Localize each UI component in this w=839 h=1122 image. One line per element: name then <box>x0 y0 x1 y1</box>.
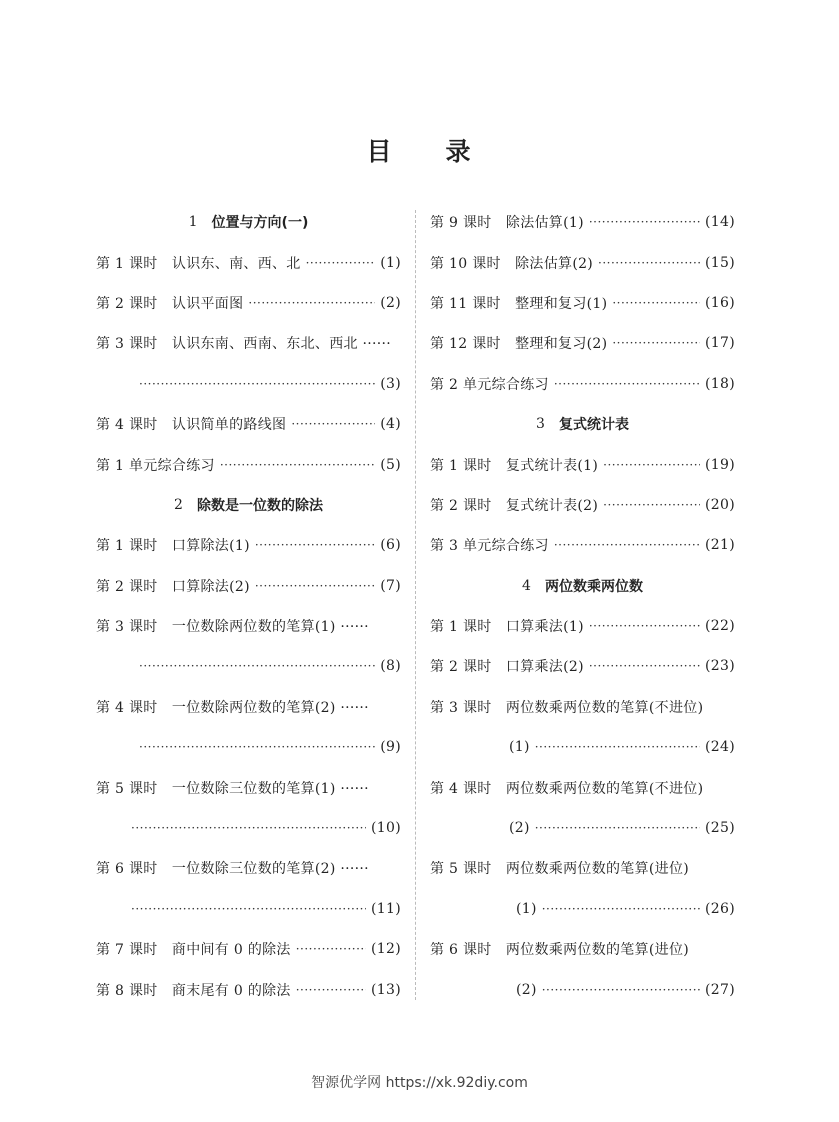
toc-entry-title: 第 6 课时 两位数乘两位数的笔算(进位) <box>430 942 690 959</box>
toc-entry[interactable] <box>430 929 735 969</box>
dot-leader <box>296 942 366 956</box>
dot-leader <box>612 336 700 350</box>
toc-entry[interactable] <box>96 687 401 727</box>
section-number: 1 <box>188 214 198 231</box>
toc-entry-title: 第 1 课时 认识东、南、西、北 <box>96 255 301 272</box>
section-title: 位置与方向(一) <box>211 215 309 232</box>
toc-page-number: (22) <box>705 618 735 635</box>
toc-entry[interactable] <box>430 323 735 363</box>
toc-page-number: (15) <box>705 254 735 271</box>
dot-leader <box>139 659 375 673</box>
toc-page-number: (3) <box>380 375 401 392</box>
dot-leader <box>131 902 366 916</box>
toc-entry-continuation[interactable] <box>96 808 401 848</box>
column-divider <box>415 210 416 1000</box>
toc-entry-part: (2) <box>509 820 530 837</box>
dot-leader <box>535 821 700 835</box>
section-title: 除数是一位数的除法 <box>196 497 323 514</box>
dot-leader <box>598 256 700 270</box>
section-number: 2 <box>174 496 183 513</box>
toc-entry[interactable] <box>96 848 401 888</box>
section-heading <box>430 566 735 606</box>
toc-entry-continuation[interactable] <box>96 364 401 404</box>
toc-page-number: (23) <box>705 658 735 675</box>
toc-page-number: (17) <box>705 335 735 352</box>
toc-entry[interactable] <box>430 687 735 727</box>
toc-entry-title: 第 4 课时 一位数除两位数的笔算(2) ······ <box>96 699 369 716</box>
toc-entry[interactable] <box>430 767 735 807</box>
toc-page-number: (7) <box>380 577 401 594</box>
toc-page-number: (20) <box>705 496 735 513</box>
dot-leader <box>220 458 375 472</box>
toc-page-number: (18) <box>705 375 735 392</box>
toc-entry[interactable] <box>430 444 735 484</box>
toc-left-column <box>96 202 401 1010</box>
toc-entry-continuation[interactable] <box>430 969 735 1009</box>
toc-entry-continuation[interactable] <box>96 646 401 686</box>
toc-entry[interactable] <box>430 283 735 323</box>
toc-entry[interactable] <box>96 444 401 484</box>
toc-entry-title: 第 1 课时 口算乘法(1) <box>430 619 584 636</box>
toc-page-number: (27) <box>705 981 735 998</box>
toc-entry-title: 第 1 课时 复式统计表(1) <box>430 457 599 474</box>
toc-page-number: (24) <box>705 739 735 756</box>
toc-page-number: (13) <box>371 981 401 998</box>
toc-entry-title: 第 7 课时 商中间有 0 的除法 <box>96 942 291 959</box>
toc-entry[interactable] <box>96 404 401 444</box>
toc-entry[interactable] <box>430 848 735 888</box>
toc-entry-title: 第 4 课时 两位数乘两位数的笔算(不进位) <box>430 780 704 797</box>
toc-page-number: (21) <box>705 537 735 554</box>
dot-leader <box>589 215 700 229</box>
toc-entry-continuation[interactable] <box>96 727 401 767</box>
toc-entry-continuation[interactable] <box>430 727 735 767</box>
section-heading <box>96 202 401 242</box>
toc-entry[interactable] <box>96 525 401 565</box>
toc-entry-title: 第 2 课时 认识平面图 <box>96 295 244 312</box>
section-title: 复式统计表 <box>558 417 629 434</box>
toc-entry-title: 第 9 课时 除法估算(1) <box>430 215 584 232</box>
toc-page-number: (5) <box>380 456 401 473</box>
toc-entry-title: 第 4 课时 认识简单的路线图 <box>96 417 287 434</box>
toc-entry[interactable] <box>430 242 735 282</box>
toc-entry-title: 第 11 课时 整理和复习(1) <box>430 295 608 312</box>
toc-page-number: (10) <box>371 820 401 837</box>
toc-entry-title: 第 6 课时 一位数除三位数的笔算(2) ······ <box>96 861 369 878</box>
dot-leader <box>612 296 700 310</box>
dot-leader <box>131 821 366 835</box>
toc-entry-title: 第 3 单元综合练习 <box>430 538 549 555</box>
toc-page-number: (14) <box>705 214 735 231</box>
toc-entry[interactable] <box>430 646 735 686</box>
toc-entry[interactable] <box>430 364 735 404</box>
dot-leader <box>139 377 375 391</box>
toc-entry-title: 第 8 课时 商末尾有 0 的除法 <box>96 982 291 999</box>
toc-entry[interactable] <box>430 525 735 565</box>
toc-entry-title: 第 5 课时 两位数乘两位数的笔算(进位) <box>430 861 690 878</box>
dot-leader <box>255 579 375 593</box>
dot-leader <box>296 983 366 997</box>
toc-page-number: (11) <box>371 900 401 917</box>
title-char-2: 录 <box>445 137 473 166</box>
toc-entry-part: (1) <box>509 739 530 756</box>
section-heading <box>430 404 735 444</box>
toc-entry-title: 第 3 课时 一位数除两位数的笔算(1) ······ <box>96 619 369 636</box>
toc-entry[interactable] <box>430 202 735 242</box>
toc-entry[interactable] <box>96 929 401 969</box>
toc-page-number: (4) <box>380 416 401 433</box>
dot-leader <box>542 983 700 997</box>
page-title <box>0 132 839 168</box>
section-title: 两位数乘两位数 <box>544 578 643 595</box>
section-heading <box>96 485 401 525</box>
toc-entry[interactable] <box>430 606 735 646</box>
toc-page-number: (2) <box>380 294 401 311</box>
toc-entry[interactable] <box>96 566 401 606</box>
dot-leader <box>589 659 700 673</box>
toc-entry[interactable] <box>96 242 401 282</box>
toc-page-number: (26) <box>705 900 735 917</box>
section-number: 4 <box>522 577 531 594</box>
dot-leader <box>535 740 700 754</box>
toc-entry[interactable] <box>96 606 401 646</box>
toc-entry-title: 第 10 课时 除法估算(2) <box>430 255 594 272</box>
toc-page-number: (25) <box>705 820 735 837</box>
toc-page-number: (16) <box>705 294 735 311</box>
dot-leader <box>542 902 700 916</box>
section-number: 3 <box>536 416 545 433</box>
toc-entry-title: 第 3 课时 认识东南、西南、东北、西北 ······ <box>96 336 392 353</box>
dot-leader <box>589 619 700 633</box>
toc-entry[interactable] <box>96 767 401 807</box>
toc-entry-title: 第 12 课时 整理和复习(2) <box>430 336 608 353</box>
dot-leader <box>291 417 375 431</box>
toc-page-number: (8) <box>380 658 401 675</box>
toc-entry[interactable] <box>96 283 401 323</box>
toc-entry-title: 第 1 课时 口算除法(1) <box>96 538 250 555</box>
toc-right-column <box>430 202 735 1010</box>
toc-page-number: (19) <box>705 456 735 473</box>
toc-entry-title: 第 2 单元综合练习 <box>430 376 549 393</box>
toc-entry-title: 第 2 课时 口算乘法(2) <box>430 659 584 676</box>
dot-leader <box>603 458 700 472</box>
toc-page-number: (9) <box>380 739 401 756</box>
toc-entry-title: 第 5 课时 一位数除三位数的笔算(1) ······ <box>96 780 369 797</box>
toc-entry-title: 第 3 课时 两位数乘两位数的笔算(不进位) <box>430 699 704 716</box>
toc-entry-title: 第 2 课时 口算除法(2) <box>96 578 250 595</box>
toc-entry[interactable] <box>430 485 735 525</box>
toc-page-number: (6) <box>380 537 401 554</box>
dot-leader <box>248 296 375 310</box>
toc-entry[interactable] <box>96 969 401 1009</box>
toc-page-number: (1) <box>380 254 401 271</box>
dot-leader <box>554 377 700 391</box>
footer-watermark: 智源优学网 https://xk.92diy.com <box>311 1075 528 1091</box>
toc-entry-part: (2) <box>516 981 537 998</box>
toc-entry-title: 第 2 课时 复式统计表(2) <box>430 497 599 514</box>
dot-leader <box>603 498 700 512</box>
title-char-1: 目 <box>366 137 394 166</box>
toc-entry-title: 第 1 单元综合练习 <box>96 457 215 474</box>
toc-entry-part: (1) <box>516 900 537 917</box>
toc-entry-continuation[interactable] <box>430 808 735 848</box>
toc-entry-continuation[interactable] <box>96 889 401 929</box>
dot-leader <box>306 256 376 270</box>
dot-leader <box>139 740 375 754</box>
toc-entry-continuation[interactable] <box>430 889 735 929</box>
dot-leader <box>255 538 375 552</box>
toc-entry[interactable] <box>96 323 401 363</box>
dot-leader <box>554 538 700 552</box>
toc-page-number: (12) <box>371 941 401 958</box>
